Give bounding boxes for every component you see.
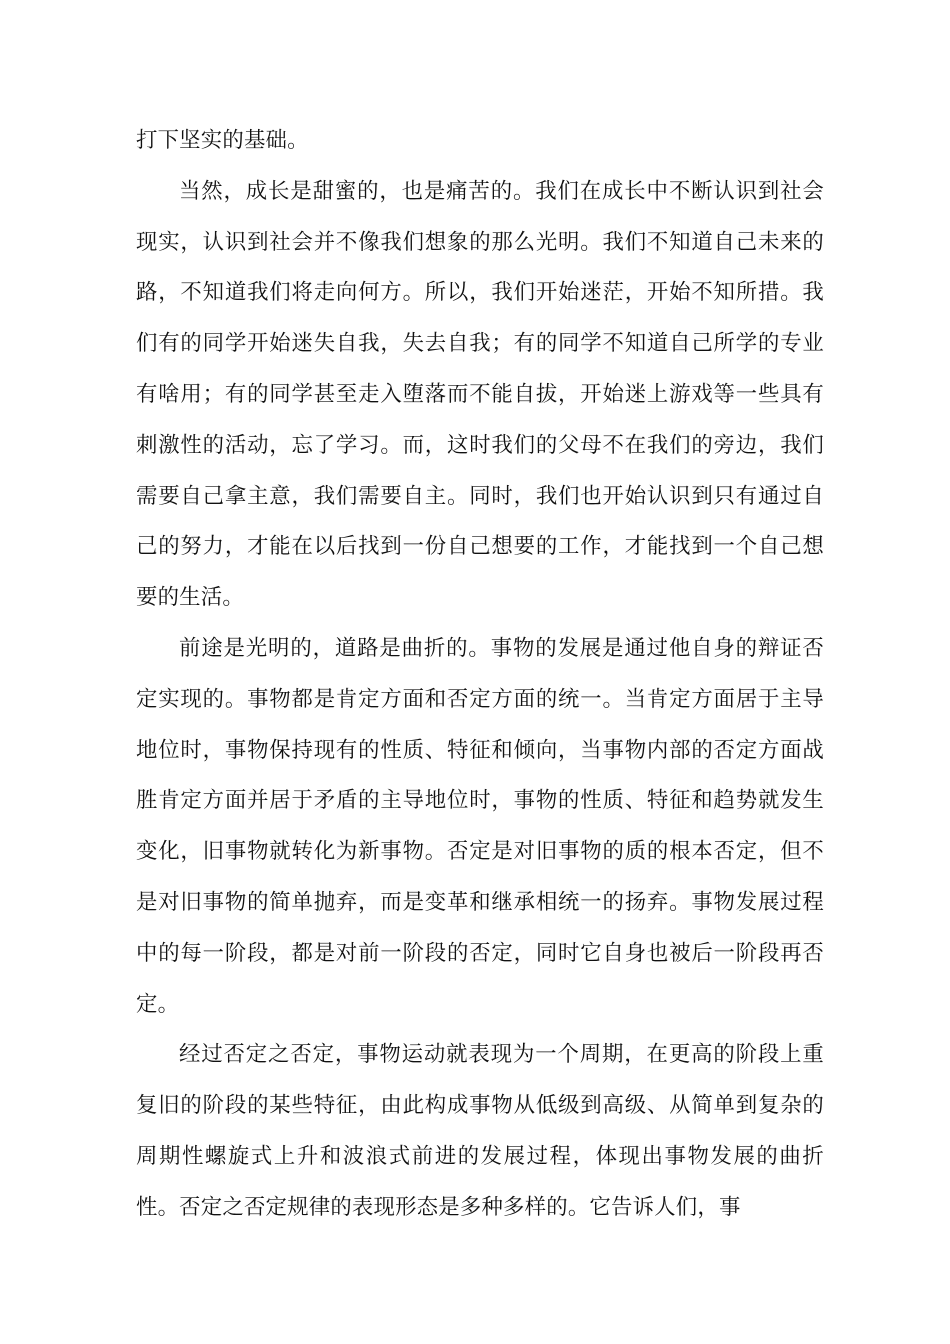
- paragraph-negation: 前途是光明的，道路是曲折的。事物的发展是通过他自身的辩证否定实现的。事物都是肯定方面和否定方面的统一。当肯定方面居于主导地位时，事物保持现有的性质、特征和倾向，当事物内部的否定方面战胜肯定方面并居于矛盾的主导地位时，事物的性质、特征和趋势就发生变化，旧事物就转化为新事物。否定是对旧事物的质的根本否定，但不是对旧事物的简单抛弃，而是变革和继承相统一的扬弃。事物发展过程中的每一阶段，都是对前一阶段的否定，同时它自身也被后一阶段再否定。: [136, 635, 824, 1017]
- paragraph-negation-of-negation: 经过否定之否定，事物运动就表现为一个周期，在更高的阶段上重复旧的阶段的某些特征，由此构成事物从低级到高级、从简单到复杂的周期性螺旋式上升和波浪式前进的发展过程，体现出事物发展的曲折性。否定之否定规律的表现形态是多种多样的。它告诉人们，事: [136, 1042, 824, 1220]
- paragraph-growth: 当然，成长是甜蜜的，也是痛苦的。我们在成长中不断认识到社会现实，认识到社会并不像我们想象的那么光明。我们不知道自己未来的路，不知道我们将走向何方。所以，我们开始迷茫，开始不知所措。我们有的同学开始迷失自我，失去自我；有的同学不知道自己所学的专业有啥用；有的同学甚至走入堕落而不能自拔，开始迷上游戏等一些具有刺激性的活动，忘了学习。而，这时我们的父母不在我们的旁边，我们需要自己拿主意，我们需要自主。同时，我们也开始认识到只有通过自己的努力，才能在以后找到一份自己想要的工作，才能找到一个自己想要的生活。: [136, 178, 824, 611]
- document-body: [136, 116, 824, 1234]
- paragraph-continuation: 打下坚实的基础。: [136, 128, 309, 153]
